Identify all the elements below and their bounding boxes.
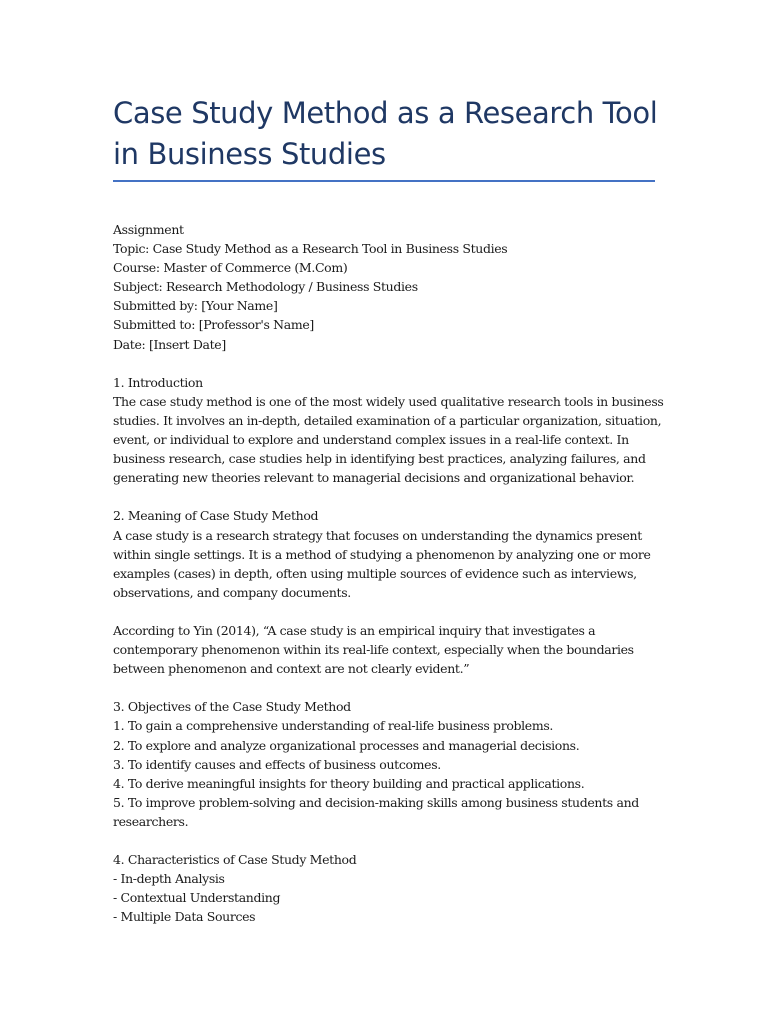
section-heading: 1. Introduction <box>113 374 203 390</box>
paragraph-line: The case study method is one of the most widely used qualitative research tools in business <box>113 393 664 409</box>
list-item: 3. To identify causes and effects of business outcomes. <box>113 756 441 772</box>
title-underline <box>113 180 655 182</box>
section-objectives <box>113 697 668 831</box>
section-characteristics <box>113 850 668 926</box>
quote-line: contemporary phenomenon within its real-life context, especially when the boundaries <box>113 642 634 658</box>
topic-line: Topic: Case Study Method as a Research Tool in Business Studies <box>113 241 508 257</box>
list-item: 2. To explore and analyze organizational processes and managerial decisions. <box>113 737 580 753</box>
date-line: Date: [Insert Date] <box>113 336 226 352</box>
list-item: 1. To gain a comprehensive understanding of real-life business problems. <box>113 718 554 734</box>
quote-line: According to Yin (2014), “A case study is an empirical inquiry that investigates a <box>113 622 596 638</box>
paragraph-line: within single settings. It is a method of studying a phenomenon by analyzing one or more <box>113 546 651 562</box>
subject-line: Subject: Research Methodology / Business Studies <box>113 279 418 295</box>
section-introduction <box>113 373 668 488</box>
document-title: Case Study Method as a Research Tool in Business Studies <box>113 96 658 171</box>
paragraph-gap <box>113 354 668 373</box>
yin-quote <box>113 621 668 678</box>
list-item: - Multiple Data Sources <box>113 909 256 925</box>
list-item: - Contextual Understanding <box>113 890 281 906</box>
paragraph-line: A case study is a research strategy that focuses on understanding the dynamics present <box>113 527 642 543</box>
paragraph-gap <box>113 487 668 506</box>
section-heading: 3. Objectives of the Case Study Method <box>113 699 351 715</box>
paragraph-gap <box>113 602 668 621</box>
section-heading: 2. Meaning of Case Study Method <box>113 508 319 524</box>
list-item: - In-depth Analysis <box>113 871 225 887</box>
paragraph-line: business research, case studies help in identifying best practices, analyzing failures, and <box>113 451 646 467</box>
list-item: 5. To improve problem-solving and decision-making skills among business students and <box>113 794 639 810</box>
section-meaning <box>113 506 668 601</box>
quote-line: between phenomenon and context are not clearly evident.” <box>113 661 470 677</box>
paragraph-line: studies. It involves an in-depth, detailed examination of a particular organization, situation, <box>113 412 662 428</box>
submitted-to-line: Submitted to: [Professor's Name] <box>113 317 314 333</box>
paragraph-line: examples (cases) in depth, often using multiple sources of evidence such as interviews, <box>113 565 637 581</box>
section-heading: 4. Characteristics of Case Study Method <box>113 852 357 868</box>
paragraph-gap <box>113 678 668 697</box>
assignment-header-block <box>113 220 668 354</box>
course-line: Course: Master of Commerce (M.Com) <box>113 260 348 276</box>
assignment-label: Assignment <box>113 222 184 237</box>
paragraph-gap <box>113 831 668 850</box>
list-item-continuation: researchers. <box>113 813 189 829</box>
paragraph-line: generating new theories relevant to managerial decisions and organizational behavior. <box>113 470 635 486</box>
paragraph-line: event, or individual to explore and understand complex issues in a real-life context. In <box>113 432 629 448</box>
document-body <box>113 220 668 926</box>
paragraph-line: observations, and company documents. <box>113 584 351 600</box>
list-item: 4. To derive meaningful insights for theory building and practical applications. <box>113 775 585 791</box>
submitted-by-line: Submitted by: [Your Name] <box>113 298 278 314</box>
